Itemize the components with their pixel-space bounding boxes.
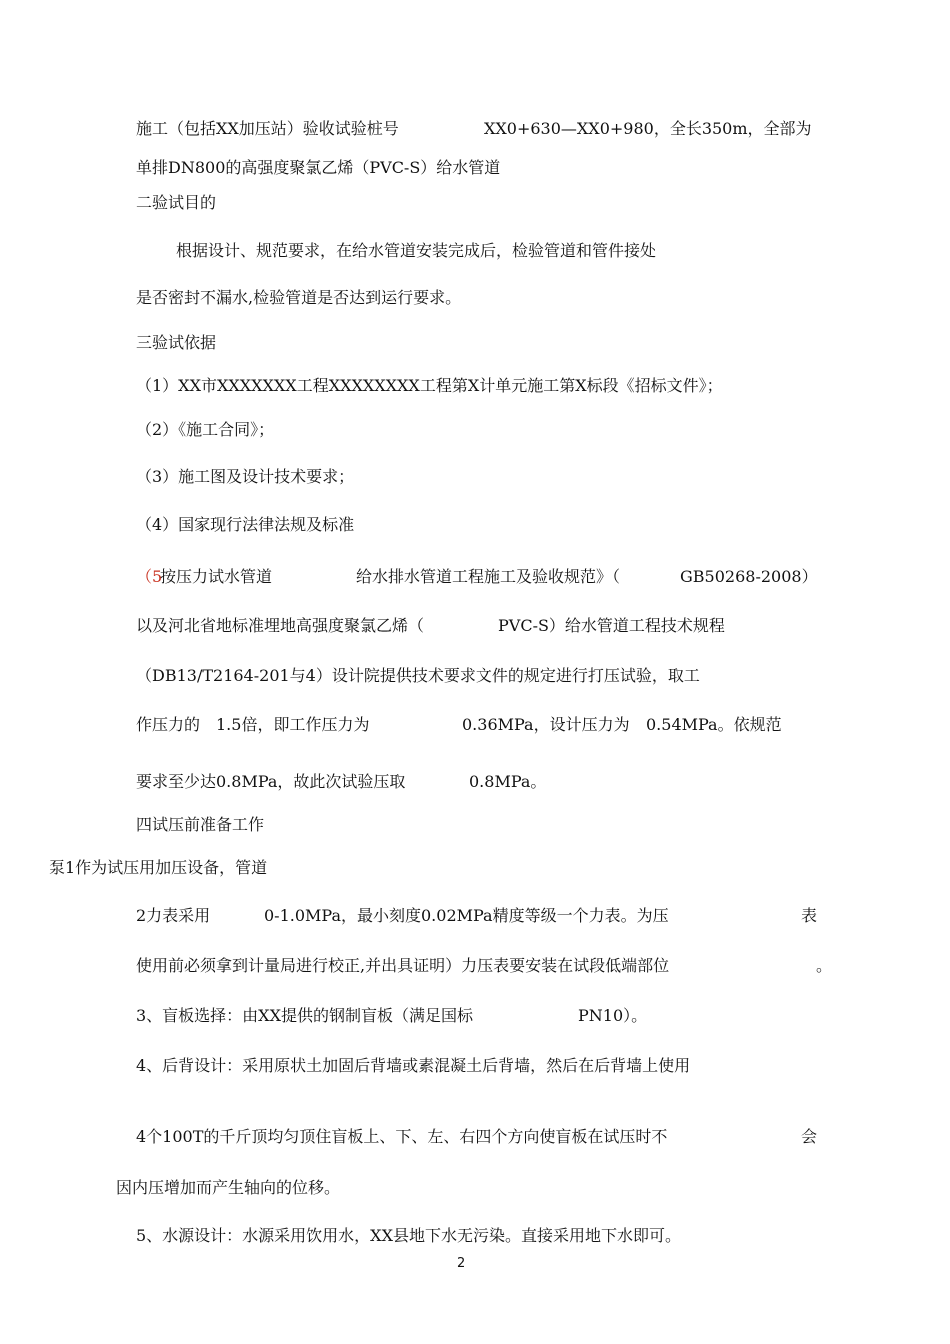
- text-line: PVC-S）给水管道工程技术规程: [498, 616, 725, 635]
- list-item: 4、后背设计：采用原状土加固后背墙或素混凝土后背墙，然后在后背墙上使用: [136, 1056, 691, 1075]
- text-line: 按压力试水管道: [160, 567, 273, 586]
- list-item-marker: （5: [136, 567, 163, 586]
- text-line: 0-1.0MPa，最小刻度0.02MPa精度等级一个力表。为压: [264, 906, 669, 925]
- text-line: 0.54MPa。依规范: [646, 715, 782, 734]
- text-line: 会: [801, 1127, 818, 1146]
- list-item: （1）XX市XXXXXXX工程XXXXXXXX工程第X计单元施工第X标段《招标文件》；: [136, 376, 723, 395]
- text-line: 1.5倍，即工作压力为: [216, 715, 370, 734]
- list-item: （4）国家现行法律法规及标准: [136, 515, 355, 534]
- text-line: PN10）。: [578, 1006, 648, 1025]
- section-heading: 二验试目的: [136, 193, 217, 212]
- list-item: （3）施工图及设计技术要求；: [136, 467, 355, 486]
- text-line: 4个100T的千斤顶均匀顶住盲板上、下、左、右四个方向使盲板在试压时不: [136, 1127, 668, 1146]
- list-item: （2）《施工合同》；: [136, 420, 275, 439]
- text-line: 泵1作为试压用加压设备，管道: [49, 858, 268, 877]
- section-heading: 三验试依据: [136, 333, 217, 352]
- section-heading: 四试压前准备工作: [136, 815, 265, 834]
- text-line: （DB13/T2164-201与4）设计院提供技术要求文件的规定进行打压试验，取工: [136, 666, 700, 685]
- text-line: 是否密封不漏水,检验管道是否达到运行要求。: [136, 288, 462, 307]
- text-line: 给水排水管道工程施工及验收规范》（: [356, 567, 621, 586]
- text-line: 使用前必须拿到计量局进行校正,并出具证明）力压表要安装在试段低端部位: [136, 956, 670, 975]
- text-line: 以及河北省地标准埋地高强度聚氯乙烯（: [136, 616, 425, 635]
- page-number: 2: [457, 1256, 466, 1271]
- list-item: 3、盲板选择：由XX提供的钢制盲板（满足国标: [136, 1006, 473, 1025]
- text-line: 要求至少达0.8MPa，故此次试验压取: [136, 772, 406, 791]
- text-line: 2力表采用: [136, 906, 211, 925]
- list-item: 5、水源设计：水源采用饮用水，XX县地下水无污染。直接采用地下水即可。: [136, 1226, 681, 1245]
- text-line: GB50268-2008）: [680, 567, 818, 586]
- text-line: XX0+630—XX0+980，全长350m，全部为: [484, 119, 812, 138]
- text-line: 作压力的: [136, 715, 201, 734]
- text-line: 施工（包括XX加压站）验收试验桩号: [136, 119, 399, 138]
- text-line: 表: [801, 906, 818, 925]
- text-line: 单排DN800的高强度聚氯乙烯（PVC-S）给水管道: [136, 158, 501, 177]
- text-line: 根据设计、规范要求，在给水管道安装完成后，检验管道和管件接处: [176, 241, 657, 260]
- text-line: 。: [816, 956, 833, 975]
- text-line: 0.36MPa，设计压力为: [462, 715, 630, 734]
- text-line: 因内压增加而产生轴向的位移。: [116, 1178, 341, 1197]
- text-line: 0.8MPa。: [469, 772, 547, 791]
